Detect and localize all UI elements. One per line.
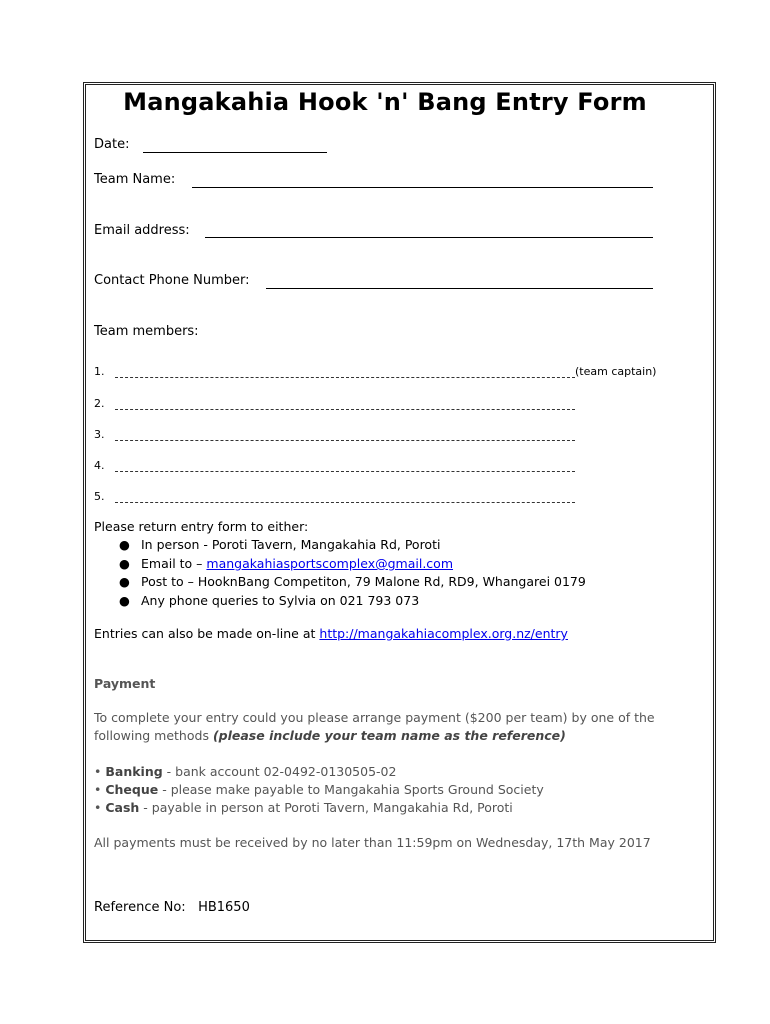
email-link[interactable]: mangakahiasportscomplex@gmail.com <box>206 556 454 571</box>
form-title: Mangakahia Hook 'n' Bang Entry Form <box>123 88 647 116</box>
member-field-1[interactable] <box>115 377 575 378</box>
member-field-5[interactable] <box>115 502 575 503</box>
payment-intro-plain: following methods <box>94 728 213 743</box>
payment-intro-line1: To complete your entry could you please arrange payment ($200 per team) by one of the <box>94 710 655 725</box>
return-post <box>119 574 586 589</box>
team-name-field[interactable] <box>192 187 653 188</box>
payment-method-detail: - payable in person at Poroti Tavern, Mangakahia Rd, Poroti <box>139 800 513 815</box>
online-entry-link[interactable]: http://mangakahiacomplex.org.nz/entry <box>319 626 568 641</box>
return-intro: Please return entry form to either: <box>94 519 309 534</box>
online-prefix: Entries can also be made on-line at <box>94 626 320 641</box>
member-number-5: 5. <box>94 490 105 503</box>
payment-method-banking <box>94 764 396 779</box>
date-label: Date: <box>94 137 130 152</box>
phone-label: Contact Phone Number: <box>94 273 250 288</box>
reference <box>94 900 250 915</box>
payment-method-detail: - bank account 02-0492-0130505-02 <box>162 764 397 779</box>
team-name-label: Team Name: <box>94 172 176 187</box>
payment-method-detail: - please make payable to Mangakahia Sports Ground Society <box>158 782 544 797</box>
bullet-icon: ● <box>119 537 130 552</box>
payment-deadline: All payments must be received by no later than 11:59pm on Wednesday, 17th May 2017 <box>94 835 651 850</box>
bullet-icon: • <box>94 764 102 779</box>
captain-note: (team captain) <box>575 365 657 378</box>
return-email-prefix: Email to – <box>141 556 207 571</box>
payment-intro-italic: (please include your team name as the reference) <box>212 728 566 743</box>
member-field-3[interactable] <box>115 440 575 441</box>
payment-method-name: Banking <box>105 764 163 779</box>
email-label: Email address: <box>94 223 190 238</box>
payment-method-name: Cash <box>105 800 140 815</box>
bullet-icon: • <box>94 782 102 797</box>
payment-method-cash <box>94 800 513 815</box>
return-in-person-text: In person - Poroti Tavern, Mangakahia Rd, Poroti <box>141 537 441 552</box>
bullet-icon: ● <box>119 593 130 608</box>
return-phone <box>119 593 420 608</box>
return-email <box>119 556 454 571</box>
reference-label: Reference No: <box>94 900 186 915</box>
return-in-person <box>119 537 441 552</box>
return-post-text: Post to – HooknBang Competiton, 79 Malone Rd, RD9, Whangarei 0179 <box>141 574 586 589</box>
online-entry <box>94 626 568 641</box>
payment-method-name: Cheque <box>105 782 159 797</box>
member-field-2[interactable] <box>115 409 575 410</box>
payment-intro-line2 <box>94 728 566 743</box>
date-field[interactable] <box>143 152 327 153</box>
reference-value: HB1650 <box>198 900 250 915</box>
bullet-icon: ● <box>119 574 130 589</box>
team-members-label: Team members: <box>94 324 199 339</box>
member-number-2: 2. <box>94 397 105 410</box>
payment-method-cheque <box>94 782 544 797</box>
phone-field[interactable] <box>266 288 653 289</box>
email-field[interactable] <box>205 237 653 238</box>
return-phone-text: Any phone queries to Sylvia on 021 793 073 <box>141 593 420 608</box>
bullet-icon: • <box>94 800 102 815</box>
payment-heading: Payment <box>94 676 156 691</box>
bullet-icon: ● <box>119 556 130 571</box>
member-number-3: 3. <box>94 428 105 441</box>
member-number-1: 1. <box>94 365 105 378</box>
member-field-4[interactable] <box>115 471 575 472</box>
member-number-4: 4. <box>94 459 105 472</box>
